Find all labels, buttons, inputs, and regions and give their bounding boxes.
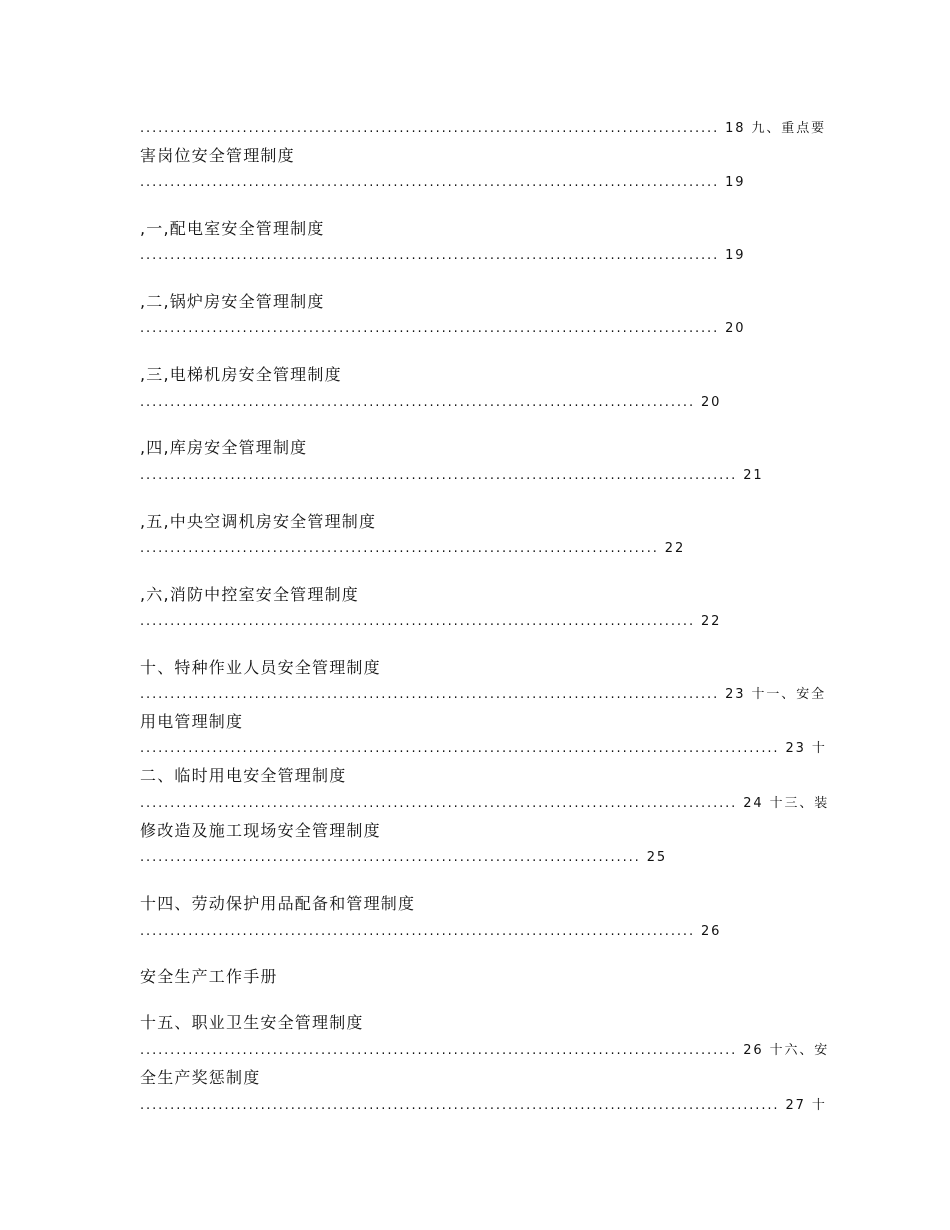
toc-entry-title: 修改造及施工现场安全管理制度 bbox=[140, 821, 381, 840]
toc-entry-title: 二、临时用电安全管理制度 bbox=[140, 766, 347, 785]
toc-leader-line: ................................................................................................ 23 十一、安全 bbox=[140, 687, 827, 702]
toc-leader-line: ................................................................................................ 19 bbox=[140, 175, 746, 190]
toc-entry-title: 用电管理制度 bbox=[140, 712, 244, 731]
toc-leader-line: ................................................................................................ 20 bbox=[140, 321, 746, 336]
toc-leader-line: ............................................................................................ 22 bbox=[140, 614, 722, 629]
toc-leader-line: ............................................................................................ 20 bbox=[140, 395, 722, 410]
toc-leader-line: ................................................................................................... 24 十三、装 bbox=[140, 796, 830, 811]
toc-leader-line: .......................................................................................................... 23 十 bbox=[140, 741, 827, 756]
toc-leader-line: ...................................................................................... 22 bbox=[140, 541, 686, 556]
toc-entry-title: ,二,锅炉房安全管理制度 bbox=[140, 292, 325, 311]
toc-entry-title: 十四、劳动保护用品配备和管理制度 bbox=[140, 894, 416, 913]
toc-leader-line: ................................................................................................... 21 bbox=[140, 468, 764, 483]
toc-entry-title: 十、特种作业人员安全管理制度 bbox=[140, 658, 381, 677]
toc-entry-title: ,四,库房安全管理制度 bbox=[140, 438, 308, 457]
toc-leader-line: ............................................................................................ 26 bbox=[140, 924, 722, 939]
toc-entry-title: ,三,电梯机房安全管理制度 bbox=[140, 365, 342, 384]
toc-entry-title: 安全生产工作手册 bbox=[140, 967, 278, 986]
toc-entry-title: 全生产奖惩制度 bbox=[140, 1068, 261, 1087]
toc-leader-line: ................................................................................... 25 bbox=[140, 850, 668, 865]
toc-entry-title: 害岗位安全管理制度 bbox=[140, 146, 295, 165]
toc-entry-title: ,一,配电室安全管理制度 bbox=[140, 219, 325, 238]
toc-leader-line: ................................................................................................ 18 九、重点要 bbox=[140, 121, 827, 136]
toc-leader-line: .......................................................................................................... 27 十 bbox=[140, 1098, 827, 1113]
toc-entry-title: 十五、职业卫生安全管理制度 bbox=[140, 1013, 364, 1032]
toc-leader-line: ................................................................................................... 26 十六、安 bbox=[140, 1043, 830, 1058]
toc-leader-line: ................................................................................................ 19 bbox=[140, 248, 746, 263]
toc-entry-title: ,五,中央空调机房安全管理制度 bbox=[140, 512, 377, 531]
toc-entry-title: ,六,消防中控室安全管理制度 bbox=[140, 585, 359, 604]
